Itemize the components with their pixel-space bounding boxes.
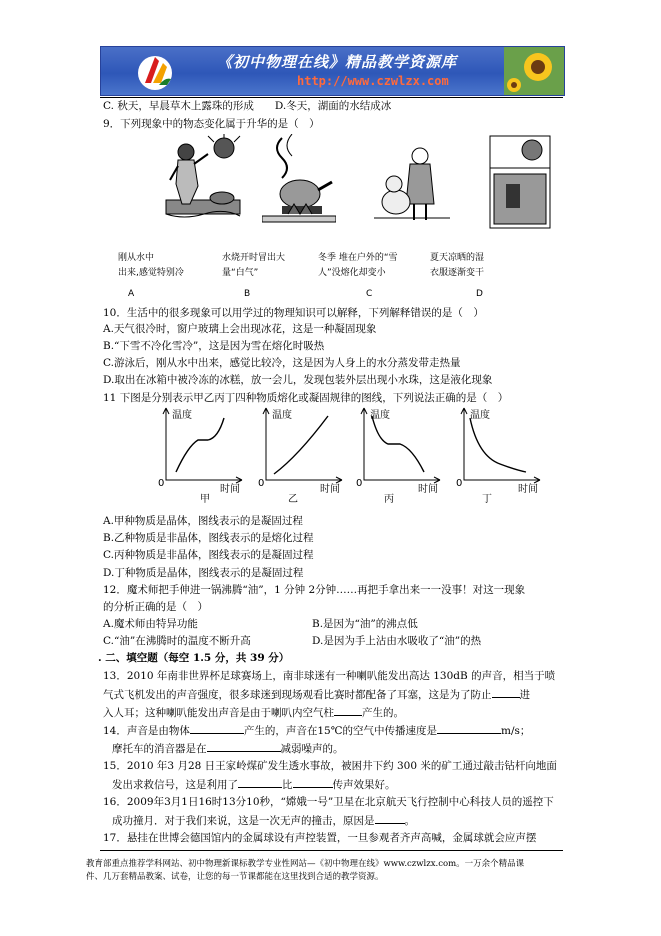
graph-jia-xlabel: 时间: [220, 484, 240, 495]
graph-yi: [258, 406, 346, 505]
q15-blank-2[interactable]: [293, 777, 333, 788]
question-16-line2: [112, 813, 415, 828]
q13-line2-text: 气式飞机发出的声音强度，很多球迷到现场观看比赛时都配备了耳塞，这是为了防止: [103, 689, 492, 701]
q9-caption-c-line1: 冬季 堆在户外的“雪: [318, 253, 398, 263]
graph-jia-ylabel: 温度: [172, 410, 192, 421]
q9-caption-d-line1: 夏天凉晒的湿: [430, 253, 485, 263]
banner-title: 《初中物理在线》精品教学资源库: [217, 53, 458, 71]
q14-end: m/s；: [500, 725, 531, 737]
q13-line3-end: 产生的。: [362, 707, 404, 719]
site-logo-icon: [133, 49, 177, 93]
graph-bing-ylabel: 温度: [370, 410, 390, 421]
graph-ding-name: 丁: [482, 494, 492, 505]
question-12: 12．魔术师把手伸进一锅沸腾“油”，1 分钟 2分钟……再把手拿出来一一没事！对这一现象: [103, 584, 526, 596]
q12-option-a: A.魔术师由特异功能: [103, 618, 198, 630]
q13-line2-end: 进: [519, 689, 530, 701]
q15-mid: 比: [282, 779, 293, 791]
q10-option-d: D.取出在冰箱中被冷冻的冰糕，放一会儿，发现包装外层出现小水珠，这是液化现象: [103, 374, 493, 386]
kettle-picture: [262, 134, 336, 224]
q14-blank-3[interactable]: [207, 741, 281, 752]
footer: [86, 858, 586, 884]
q10-option-c: C.游泳后，刚从水中出来，感觉比较冷，这是因为人身上的水分蒸发带走热量: [103, 357, 461, 369]
q9-choice-a: A: [128, 289, 135, 299]
q11-option-c: C.丙种物质是非晶体，图线表示的是凝固过程: [103, 549, 314, 561]
q12-option-c: C.“油”在沸腾时的温度不断升高: [103, 635, 251, 647]
q16-line2-text: 成功撞月．对于我们来说，这是一次无声的撞击，原因是: [112, 815, 375, 827]
q9-caption-b-line1: 水烧开时冒出大: [222, 253, 286, 263]
q9-caption-a-line2: 出来,感觉特别冷: [118, 268, 184, 278]
question-13-line3: [103, 705, 404, 720]
question-12-cont: 的分析正确的是（ ）: [103, 601, 208, 613]
q14-mid: 产生的，声音在15℃的空气中传播速度是: [243, 725, 437, 737]
graph-yi-ylabel: 温度: [272, 410, 292, 421]
q10-option-a: A.天气很冷时，窗户玻璃上会出现冰花，这是一种凝固现象: [103, 323, 377, 335]
q16-blank-1[interactable]: [375, 813, 405, 824]
question-15-line2: [112, 777, 396, 792]
graph-bing-xlabel: 时间: [418, 484, 438, 495]
q14-blank-1[interactable]: [190, 723, 244, 734]
q15-line2-text: 发出求救信号，这是利用了: [112, 779, 238, 791]
q9-caption-a-line1: 刚从水中: [118, 253, 155, 263]
question-10: 10．生活中的很多现象可以用学过的物理知识可以解释，下列解释错误的是（ ）: [103, 307, 484, 319]
question-16: 16．2009年3月1日16时13分10秒，“嫦娥一号”卫星在北京航天飞行控制中心科技人员的遥控下: [103, 796, 554, 808]
q13-line3-text: 入人耳；这种喇叭能发出声音是由于喇叭内空气柱: [103, 707, 334, 719]
sunflower-icon: [504, 47, 564, 95]
question-13-line2: [103, 687, 530, 702]
graph-yi-origin: 0: [258, 478, 265, 489]
q16-end: 。: [404, 815, 415, 827]
graph-ding-xlabel: 时间: [518, 484, 538, 495]
q15-blank-1[interactable]: [238, 777, 282, 788]
question-15: 15．2010 年3 月28 日王家岭煤矿发生透水事故，被困井下约 300 米的矿工通过敲击钻杆向地面: [103, 760, 557, 772]
swimmer-picture: [164, 134, 242, 224]
question-13: 13．2010 年南非世界杯足球赛场上，南非球迷有一种喇叭能发出高达 130dB 的声音，相当于喷: [103, 670, 556, 682]
q15-end: 传声效果好。: [332, 779, 396, 791]
graph-ding: [456, 406, 544, 505]
header-rule: [100, 97, 563, 98]
question-17: 17．悬挂在世博会德国馆内的金属球设有声控装置，一旦参观者齐声高喊，金属球就会应声摆: [103, 832, 537, 844]
question-11: 11 下图是分别表示甲乙丙丁四种物质熔化或凝固规律的图线，下列说法正确的是（ ）: [103, 392, 509, 404]
footer-line-1: 教育部重点推荐学科网站、初中物理新课标教学专业性网站—《初中物理在线》www.czwlzx.com。一万余个精品课: [86, 859, 525, 869]
q11-option-b: B.乙种物质是非晶体，图线表示的是熔化过程: [103, 532, 314, 544]
graph-jia-origin: 0: [158, 478, 165, 489]
snowman-picture: [374, 134, 450, 224]
question-14: [103, 723, 530, 738]
graph-bing: [356, 406, 444, 505]
q14-line2-end: 减弱噪声的。: [280, 743, 344, 755]
q9-caption-b-line2: 量“白气”: [222, 268, 259, 278]
q14-line2-text: 摩托车的消音器是在: [112, 743, 207, 755]
q9-choice-d: D: [476, 289, 483, 299]
graph-jia: [158, 406, 246, 505]
q13-blank-1[interactable]: [492, 687, 520, 698]
footer-line-2: 件、几万套精品教案、试卷，让您的每一节课都能在这里找到合适的教学资源。: [86, 872, 384, 882]
q11-option-a: A.甲种物质是晶体，图线表示的是凝固过程: [103, 515, 303, 527]
graph-ding-origin: 0: [456, 478, 463, 489]
question-9: 9．下列现象中的物态变化属于升华的是（ ）: [103, 118, 320, 130]
graph-jia-name: 甲: [200, 494, 210, 505]
q8-options-cd: C. 秋天，早晨草木上露珠的形成 D.冬天，湖面的水结成冰: [103, 100, 392, 112]
section-2-heading: . 二、填空题（每空 1.5 分，共 39 分）: [98, 652, 290, 664]
q12-option-b: B.是因为“油”的沸点低: [312, 618, 418, 630]
graph-ding-ylabel: 温度: [470, 410, 490, 421]
q9-caption-d-line2: 衣服逐渐变干: [430, 268, 485, 278]
banner-url: http://www.czwlzx.com: [297, 74, 449, 88]
graph-yi-xlabel: 时间: [320, 484, 340, 495]
q13-blank-2[interactable]: [334, 705, 362, 716]
graph-yi-name: 乙: [288, 494, 298, 505]
q9-caption-c-line2: 人”没熔化却变小: [318, 268, 386, 278]
q9-choice-c: C: [366, 289, 373, 299]
q9-choice-b: B: [244, 289, 251, 299]
laundry-picture: [488, 134, 552, 230]
q11-option-d: D.丁种物质是晶体，图线表示的是凝固过程: [103, 567, 304, 579]
q10-option-b: B.“下雪不冷化雪冷”，这是因为雪在熔化时吸热: [103, 340, 325, 352]
graph-bing-origin: 0: [356, 478, 363, 489]
header-banner: [100, 46, 565, 96]
q12-option-d: D.是因为手上沾由水吸收了“油”的热: [312, 635, 482, 647]
q14-text: 14．声音是由物体: [103, 725, 190, 737]
footer-rule: [100, 850, 563, 851]
q14-blank-2[interactable]: [437, 723, 501, 734]
question-14-line2: [112, 741, 344, 756]
graph-bing-name: 丙: [384, 494, 394, 505]
